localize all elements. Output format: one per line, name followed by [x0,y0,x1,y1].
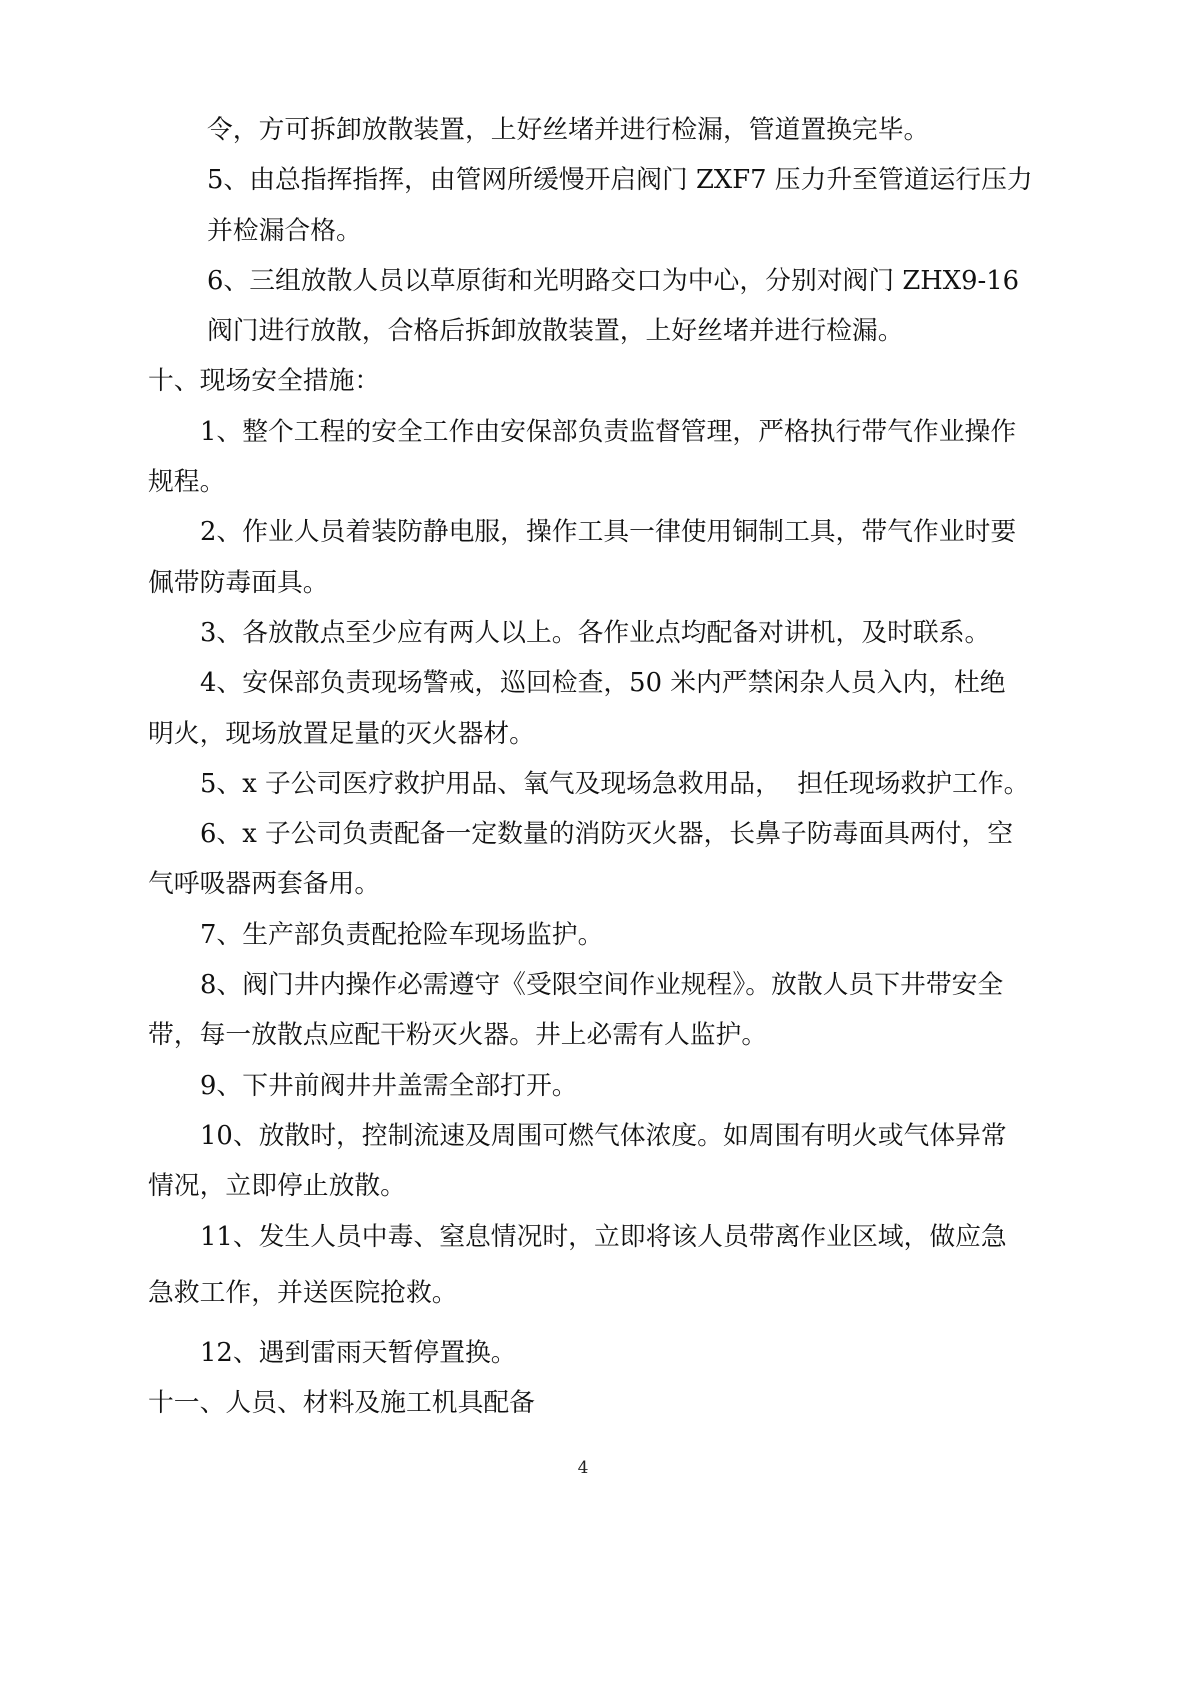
list-item-line: 阀门进行放散，合格后拆卸放散装置，上好丝堵并进行检漏。 [207,316,904,347]
list-item-line: 3、各放散点至少应有两人以上。各作业点均配备对讲机，及时联系。 [200,617,991,648]
list-item-line: 6、三组放散人员以草原街和光明路交口为中心，分别对阀门 ZHX9-16 [207,265,1020,296]
list-item-line: 急救工作，并送医院抢救。 [148,1277,458,1308]
list-item [0,809,1191,910]
list-item-line: 5、x 子公司医疗救护用品、氧气及现场急救用品， 担任现场救护工作。 [200,768,1030,799]
list-item-line: 2、作业人员着装防静电服，操作工具一律使用铜制工具，带气作业时要 [200,517,1017,548]
list-item-line: 4、安保部负责现场警戒，巡回检查，50 米内严禁闲杂人员入内，杜绝 [200,668,1006,699]
continued-list [0,105,1191,356]
list-item-line: 并检漏合格。 [207,215,362,246]
list-item-line: 6、x 子公司负责配备一定数量的消防灭火器，长鼻子防毒面具两付，空 [200,819,1014,850]
list-item-line: 9、下井前阀井井盖需全部打开。 [200,1070,578,1101]
list-item [0,507,1191,608]
list-item-line: 情况，立即停止放散。 [148,1171,406,1202]
list-item-line: 佩带防毒面具。 [148,567,329,598]
list-item-line: 明火，现场放置足量的灭火器材。 [148,718,535,749]
list-item-line: 8、阀门井内操作必需遵守《受限空间作业规程》。放散人员下井带安全 [200,970,1004,1001]
list-item [0,1111,1191,1212]
list-item [0,910,1191,960]
list-item-5 [0,155,1191,256]
list-item-line: 1、整个工程的安全工作由安保部负责监督管理，严格执行带气作业操作 [200,416,1017,447]
list-item [0,608,1191,658]
document-body [0,105,1191,1428]
list-item-line: 规程。 [148,467,226,498]
section-heading: 十、现场安全措施： [148,366,381,397]
list-item-line: 11、发生人员中毒、窒息情况时，立即将该人员带离作业区域，做应急 [200,1221,1007,1252]
list-item-line: 7、生产部负责配抢险车现场监护。 [200,919,604,950]
list-item [0,658,1191,759]
section-personnel-materials [0,1378,1191,1428]
list-item [0,960,1191,1061]
list-item-line: 10、放散时，控制流速及周围可燃气体浓度。如周围有明火或气体异常 [200,1120,1007,1151]
page-number: 4 [577,1458,589,1478]
list-item-line: 气呼吸器两套备用。 [148,869,381,900]
section-heading: 十一、人员、材料及施工机具配备 [148,1387,535,1418]
list-item [0,1061,1191,1111]
list-item [0,407,1191,508]
list-item [0,1328,1191,1378]
list-item-line: 带，每一放散点应配干粉灭火器。井上必需有人监护。 [148,1020,768,1051]
list-item-line: 12、遇到雷雨天暂停置换。 [200,1337,517,1368]
section-safety-measures [0,356,1191,1377]
list-item [0,1212,1191,1318]
list-item-line: 5、由总指挥指挥，由管网所缓慢开启阀门 ZXF7 压力升至管道运行压力 [207,165,1033,196]
list-item-continuation [0,105,1191,155]
list-item [0,759,1191,809]
list-item-6 [0,256,1191,357]
list-item-line: 令，方可拆卸放散装置，上好丝堵并进行检漏，管道置换完毕。 [207,115,930,145]
